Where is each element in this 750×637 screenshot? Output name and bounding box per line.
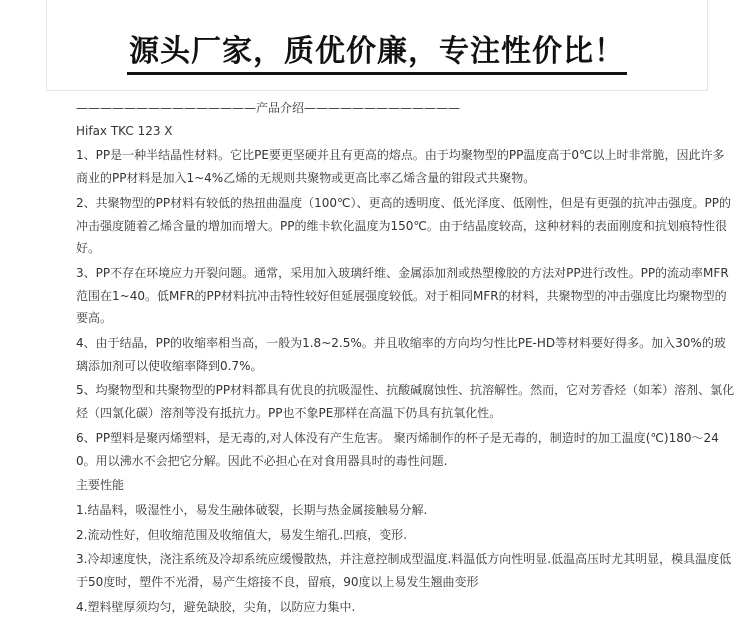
- feature-item-3: 3.冷却速度快，浇注系统及冷却系统应缓慢散热，并注意控制成型温度.料温低方向性明显.低温高压时尤其明显，模具温度低于50度时，塑件不光滑，易产生熔接不良，留痕，90度以上易发生翘曲变形: [76, 552, 732, 590]
- banner-title: 源头厂家，质优价廉，专注性价比！: [129, 34, 625, 69]
- banner-underline: [127, 72, 627, 75]
- features-heading: 主要性能: [76, 478, 125, 493]
- product-name: Hifax TKC 123 X: [76, 123, 173, 138]
- header-banner: [47, 0, 707, 90]
- paragraph-2: 2、共聚物型的PP材料有较低的热扭曲温度（100℃）、更高的透明度、低光泽度、低刚性，但是有更强的抗冲击强度。PP的冲击强度随着乙烯含量的增加而增大。PP的维卡软化温度为150℃。由于结晶度较高，这种材料的表面刚度和抗划痕特性很好。: [76, 195, 731, 256]
- product-description: [76, 97, 736, 618]
- feature-item-4: 4.塑料壁厚须均匀，避免缺胶，尖角，以防应力集中.: [76, 599, 356, 614]
- feature-item-2: 2.流动性好，但收缩范围及收缩值大，易发生缩孔.凹痕，变形.: [76, 527, 408, 542]
- paragraph-3: 3、PP不存在环境应力开裂问题。通常，采用加入玻璃纤维、金属添加剂或热塑橡胶的方法对PP进行改性。PP的流动率MFR范围在1~40。低MFR的PP材料抗冲击特性较好但延展强度较低。对于相同MFR的材料，共聚物型的冲击强度比均聚物型的要高。: [76, 265, 729, 326]
- paragraph-1: 1、PP是一种半结晶性材料。它比PE要更坚硬并且有更高的熔点。由于均聚物型的PP温度高于0℃以上时非常脆，因此许多商业的PP材料是加入1~4%乙烯的无规则共聚物或更高比率乙烯含量的钳段式共聚物。: [76, 148, 725, 186]
- feature-item-1: 1.结晶料，吸湿性小，易发生融体破裂，长期与热金属接触易分解.: [76, 502, 428, 517]
- paragraph-6: 6、PP塑料是聚丙烯塑料，是无毒的,对人体没有产生危害。 聚丙烯制作的杯子是无毒的，制造时的加工温度(℃)180～240。用以沸水不会把它分解。因此不必担心在对食用器具时的毒性问题.: [76, 430, 719, 468]
- paragraph-5: 5、均聚物型和共聚物型的PP材料都具有优良的抗吸湿性、抗酸碱腐蚀性、抗溶解性。然而，它对芳香烃（如苯）溶剂、氯化烃（四氯化碳）溶剂等没有抵抗力。PP也不象PE那样在高温下仍具有抗氧化性。: [76, 383, 735, 421]
- paragraph-4: 4、由于结晶，PP的收缩率相当高，一般为1.8~2.5%。并且收缩率的方向均匀性比PE-HD等材料要好得多。加入30%的玻璃添加剂可以使收缩率降到0.7%。: [76, 336, 726, 373]
- intro-heading: ———————————————产品介绍—————————————: [76, 101, 461, 115]
